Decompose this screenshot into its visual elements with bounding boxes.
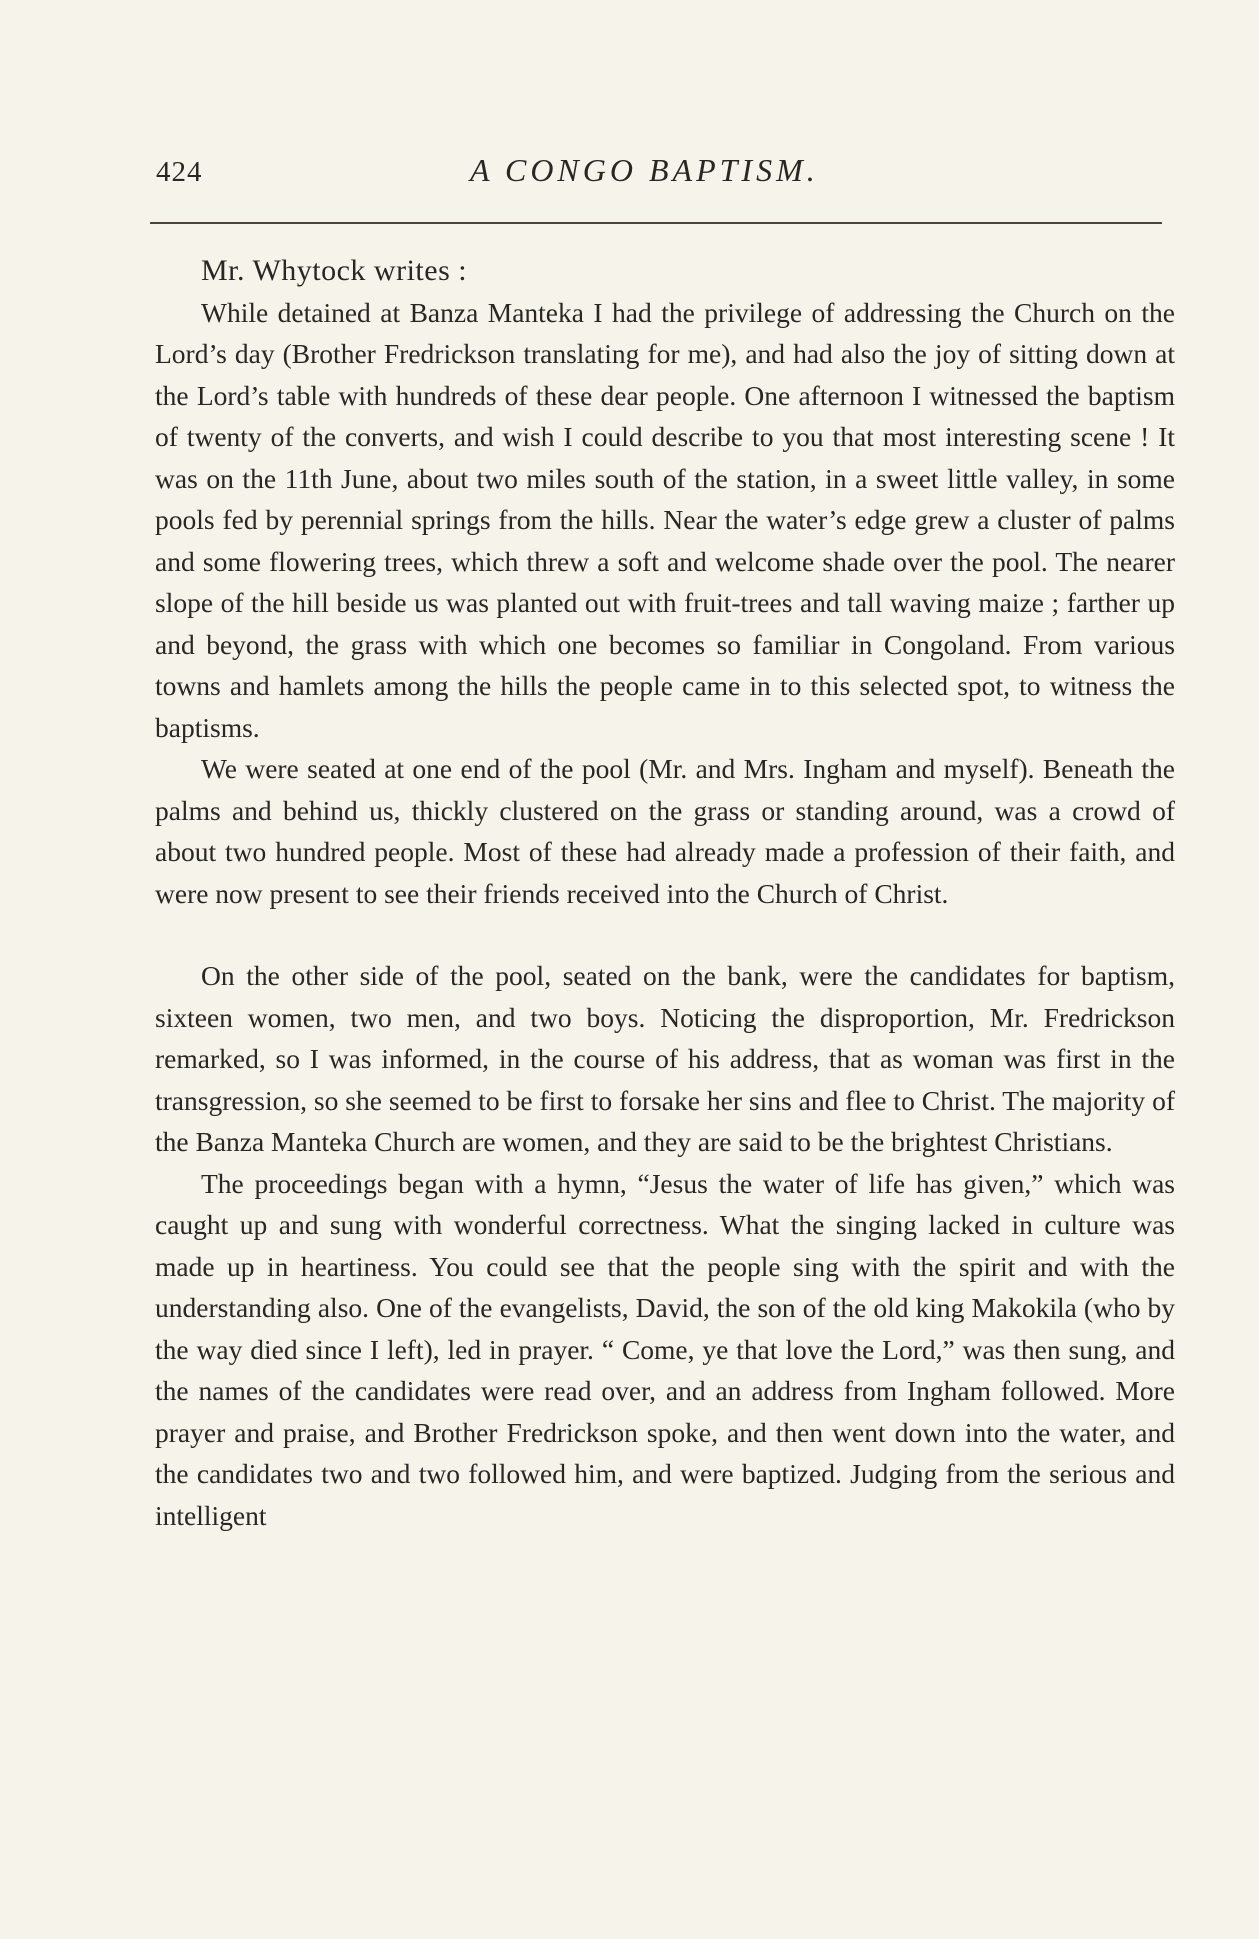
paragraph-2: We were seated at one end of the pool (Mr. and Mrs. Ingham and myself). Beneath the palms and behind us, thickly clustered on the grass or standing around, was a crowd of about two hundred people. Most of these had already made a profession of their faith, and were now present to see their friends received into the Church of Christ. [155, 753, 1175, 909]
body-text [155, 250, 1175, 1536]
intro-line: Mr. Whytock writes : [201, 254, 468, 287]
section-gap [155, 914, 1175, 955]
header-rule [150, 222, 1162, 224]
paragraph-4: The proceedings began with a hymn, “Jesus the water of life has given,” which was caught up and sung with wonderful correctness. What the singing lacked in culture was made up in heartiness. You could see that the people sing with the spirit and with the understanding also. One of the evangelists, David, the son of the old king Makokila (who by the way died since I left), led in prayer. “ Come, ye that love the Lord,” was then sung, and the names of the candidates were read over, and an address from Ingham followed. More prayer and praise, and Brother Fredrickson spoke, and then went down into the water, and the candidates two and two followed him, and were baptized. Judging from the serious and intelligent [155, 1167, 1175, 1531]
paragraph-3: On the other side of the pool, seated on the bank, were the candidates for baptism, sixteen women, two men, and two boys. Noticing the disproportion, Mr. Fredrickson remarked, so I was informed, in the course of his address, that as woman was first in the transgression, so she seemed to be first to forsake her sins and flee to Christ. The majority of the Banza Manteka Church are women, and they are said to be the brightest Christians. [155, 960, 1175, 1157]
running-title: A CONGO BAPTISM. [470, 152, 819, 188]
page-header [150, 148, 1170, 198]
page-number: 424 [156, 156, 203, 188]
paragraph-1: While detained at Banza Manteka I had the privilege of addressing the Church on the Lord’s day (Brother Fredrickson translating for me), and had also the joy of sitting down at the Lord’s table with hundreds of these dear people. One afternoon I witnessed the baptism of twenty of the converts, and wish I could describe to you that most interesting scene ! It was on the 11th June, about two miles south of the station, in a sweet little valley, in some pools fed by perennial springs from the hills. Near the water’s edge grew a cluster of palms and some flowering trees, which threw a soft and welcome shade over the pool. The nearer slope of the hill beside us was planted out with fruit-trees and tall waving maize ; farther up and beyond, the grass with which one becomes so familiar in Congoland. From various towns and hamlets among the hills the people came in to this selected spot, to witness the baptisms. [155, 296, 1175, 743]
